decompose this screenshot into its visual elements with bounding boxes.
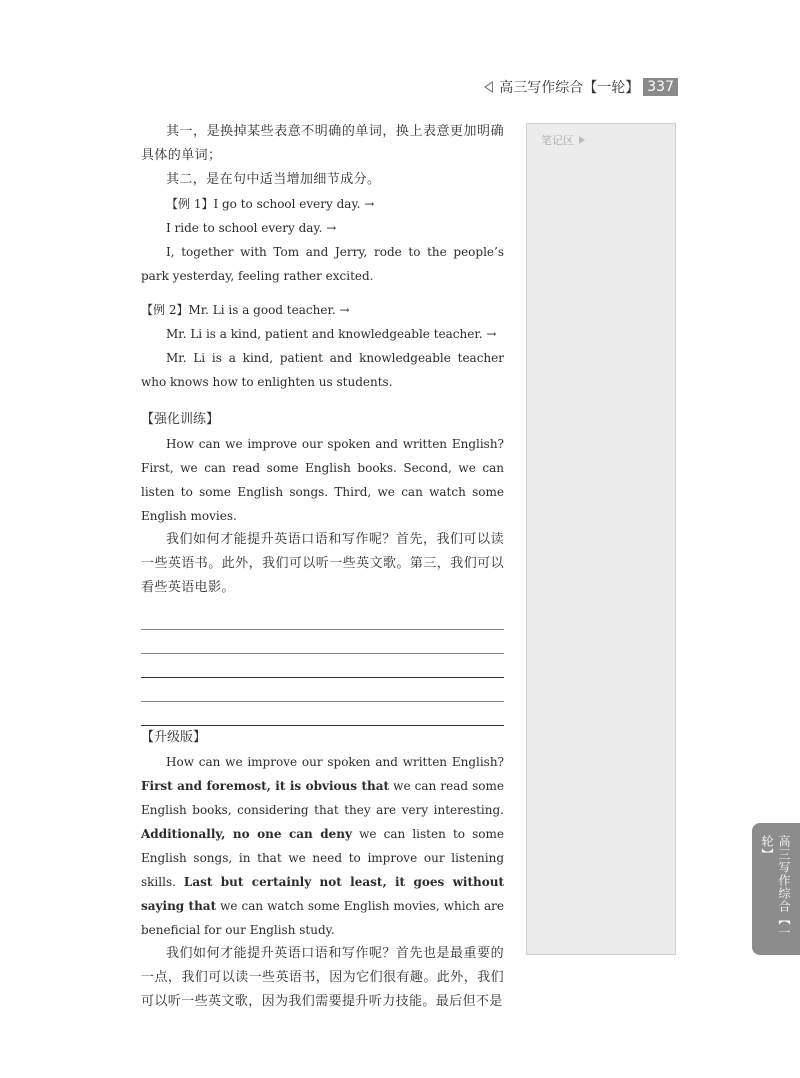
upgrade-text: we can listen to some English songs, in that we need to improve our listening skills. (141, 827, 504, 889)
upgrade-bold-phrase: Last but certainly not least, it goes without saying that (141, 875, 505, 913)
upgrade-heading: 【升级版】 (141, 730, 207, 745)
writing-line (141, 678, 504, 702)
intro-paragraph-2: 其二，是在句中适当增加细节成分。 (166, 172, 381, 187)
practice-english-paragraph: How can we improve our spoken and written English? First, we can read some English books. Second, we can listen to some English songs. Third, we can watch some English movies. (141, 437, 504, 523)
page-number: 337 (643, 78, 678, 96)
notes-label: 笔记区 (541, 134, 574, 147)
triangle-left-icon (484, 81, 493, 93)
upgrade-english-paragraph (141, 750, 504, 942)
example-2-sentence-c: Mr. Li is a kind, patient and knowledgeable teacher who knows how to enlighten us students. (141, 351, 504, 389)
example-1-sentence-c: I, together with Tom and Jerry, rode to the people’s park yesterday, feeling rather excited. (141, 245, 504, 283)
writing-lines (141, 606, 504, 726)
notes-header (541, 132, 585, 148)
example-2-sentence-a: 【例 2】Mr. Li is a good teacher. → (141, 303, 350, 317)
side-tab-label: 高三写作综合【一轮】 (760, 835, 791, 939)
upgrade-text: we can watch some English movies, which are beneficial for our English study. (141, 899, 504, 937)
practice-heading: 【强化训练】 (141, 412, 220, 427)
upgrade-text: How can we improve our spoken and written English? (166, 755, 504, 769)
notes-area (526, 123, 676, 955)
header-title: 高三写作综合【一轮】 (499, 80, 640, 96)
example-2-sentence-b: Mr. Li is a kind, patient and knowledgeable teacher. → (166, 327, 497, 341)
triangle-right-icon (579, 136, 585, 144)
upgrade-bold-phrase: Additionally, no one can deny (141, 827, 352, 841)
intro-paragraph-1: 其一，是换掉某些表意不明确的单词，换上表意更加明确具体的单词； (141, 124, 504, 163)
writing-line (141, 654, 504, 678)
practice-chinese-paragraph: 我们如何才能提升英语口语和写作呢？首先，我们可以读一些英语书。此外，我们可以听一些英文歌。第三，我们可以看些英语电影。 (141, 532, 504, 595)
writing-line (141, 702, 504, 726)
page-header (484, 76, 678, 98)
example-1-sentence-b: I ride to school every day. → (166, 221, 337, 235)
writing-line (141, 606, 504, 630)
side-tab (752, 823, 800, 955)
upgrade-bold-phrase: First and foremost, it is obvious that (141, 779, 390, 793)
upgrade-text: we can read some English books, considering that they are very interesting. (141, 779, 504, 817)
main-content (141, 120, 504, 1014)
example-1-sentence-a: 【例 1】I go to school every day. → (166, 197, 375, 211)
writing-line (141, 630, 504, 654)
upgrade-chinese-paragraph: 我们如何才能提升英语口语和写作呢？首先也是最重要的一点，我们可以读一些英语书，因为它们很有趣。此外，我们可以听一些英文歌，因为我们需要提升听力技能。最后但不是 (141, 946, 504, 1009)
